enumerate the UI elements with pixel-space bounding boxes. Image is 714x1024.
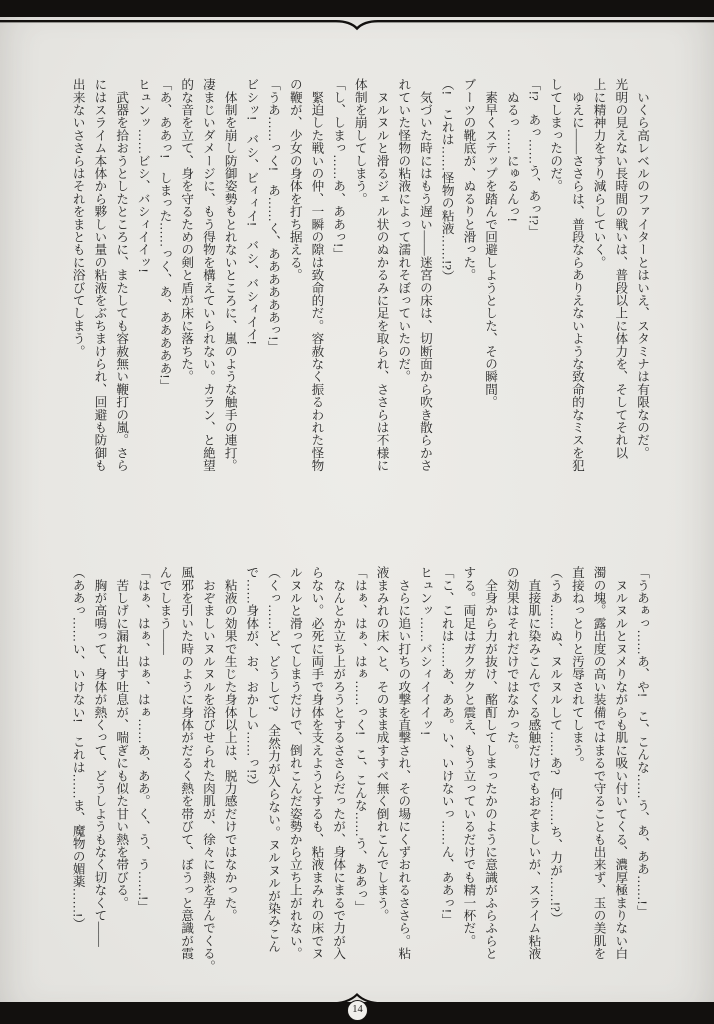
text-line: 「あ、ああっ! しまった……っく、あ、あああああ!」 (157, 78, 172, 392)
text-line: する。両足はガクガクと震え、もう立っているだけでも精一杯だ。 (461, 566, 476, 947)
text-line: （うあ……ぬ、ヌルヌルして……あ? 何……ち、力が……!?） (548, 566, 563, 925)
page-number-badge (347, 1000, 368, 1021)
top-text-block (66, 78, 652, 482)
text-line: にはスライム本体から夥しい量の粘液をぶちまけられ、回避も防御も (92, 78, 107, 472)
text-line: 液まみれの床へと、そのまま成すすべ無く倒れこんでしまう。 (374, 566, 389, 922)
text-line: 的な音を立て、身を守るための剣と盾が床に落ちた。 (179, 78, 194, 383)
text-line: なんとか立ち上がろうとするささらだったが、身体にまるで力が入 (331, 566, 346, 960)
text-line: 「はぁ、はぁ、はぁ、はぁ……あ、ああ。く、う、う……!」 (135, 566, 150, 914)
text-line: ヌルヌルとヌメりながらも肌に吸い付いてくる、濃厚極まりない白 (613, 566, 628, 960)
text-line: 「うあ……っく! あ……く、ああああああっ!」 (266, 78, 281, 354)
text-line: 胸が高鳴って、身体が熱くって、どうしようもなく切なくて―― (92, 566, 107, 947)
text-line: 濁の塊。露出度の高い装備ではまるで守ることも出来ず、玉の美肌を (591, 566, 606, 960)
text-line: ビシッ! バシ、ビィィイ! バシ、バシィイイ! (244, 78, 259, 345)
text-line: してしまったのだ。 (548, 78, 563, 193)
text-line: ヌルヌルと滑るジェル状のぬかるみに足を取られ、ささらは不様に (374, 78, 389, 472)
text-line: 全身から力が抜け、酩酊してしまったかのように意識がふらふらと (483, 566, 498, 960)
text-line: （ああっ……い、いけない! これは……ま、魔物の媚薬……!） (70, 566, 85, 931)
text-line: 凄まじいダメージに、もう得物を構えていられない。カラン、と絶望 (200, 78, 215, 472)
text-line: 「こ、これは……あ、ああ。い、いけないっ……ん、ああっ!」 (439, 566, 454, 926)
text-line: で……身体が、お、おかしい……っ!?） (244, 566, 259, 792)
text-line: ヒュンッ……バシィイイイッ! (417, 566, 432, 736)
text-line: 直接肌に染みこんでくる感触だけでもおぞましいが、スライム粘液 (526, 566, 541, 960)
text-line: ぬるっ……にゅるんっ! (504, 78, 519, 222)
header-bar (0, 0, 714, 17)
text-line: 出来ないささらはそれをまともに浴びてしまう。 (70, 78, 85, 358)
text-line: ゆえに――ささらは、普段ならありえないような致命的なミスを犯 (569, 78, 584, 472)
text-line: 緊迫した戦いの仲、一瞬の隙は致命的だ。容赦なく振るわれた怪物 (309, 78, 324, 472)
text-line: 「!? あっ……う、あっ!?」 (526, 78, 541, 238)
text-line: ブーツの靴底が、ぬるりと滑った。 (461, 78, 476, 282)
text-line: おぞましいヌルヌルを浴びせられた肉肌が、徐々に熱を孕んでくる。 (200, 566, 215, 973)
text-line: 「はぁ、はぁ、はぁ……っく! こ、こんな……う、ああっ」 (352, 566, 367, 914)
text-line: ルヌルと滑ってしまうだけで、倒れこんだ姿勢から立ち上がれない。 (287, 566, 302, 960)
text-line: 気づいた時にはもう遅い――迷宮の床は、切断面から吹き散らかさ (417, 78, 432, 472)
text-line: 風邪を引いた時のように身体がだるく熱を帯びて、ぼうっと意識が霞 (179, 566, 194, 960)
text-line: 上に精神力をすり減らしていく。 (591, 78, 606, 269)
text-line: 「し、しまっ……あ、ああっ!」 (331, 78, 346, 261)
text-line: 直接ねっとりと汚辱されてしまう。 (569, 566, 584, 770)
text-line: （くっ……ど、どうして? 全然力が入らない。ヌルヌルが染みこん (266, 566, 281, 953)
text-line: 光明の見えない長時間の戦いは、普段以上に体力を、そしてそれ以 (613, 78, 628, 459)
bottom-text-block (66, 566, 652, 973)
text-line: さらに追い打ちの攻撃を直撃され、その場にくずおれるささら。粘 (396, 566, 411, 960)
text-line: らない。必死に両手で身体を支えようとするも、粘液まみれの床でヌ (309, 566, 324, 960)
text-line: の鞭が、少女の身体を打ち据える。 (287, 78, 302, 282)
header-ornament (0, 19, 714, 35)
text-line: れていた怪物の粘液によって濡れそぼっていたのだ。 (396, 78, 411, 383)
text-line: 「うあぁっ……あ、や! こ、こんな……う、あ、ああ……!」 (635, 566, 649, 918)
page-number: 14 (352, 1004, 363, 1016)
text-line: 体制を崩し防御姿勢もとれないところに、嵐のような触手の連打。 (222, 78, 237, 472)
text-line: （! これは……怪物の粘液……!?） (439, 78, 454, 283)
text-line: いくら高レベルのファイターとはいえ、スタミナは有限なのだ。 (635, 78, 649, 459)
text-line: 武器を拾おうとしたところに、またしても容赦無い鞭打の嵐。さら (114, 78, 129, 472)
text-line: んでしまう―― (157, 566, 172, 655)
text-line: 苦しげに漏れ出す吐息が、喘ぎにも似た甘い熱を帯びる。 (114, 566, 129, 909)
text-line: 体制を崩してしまう。 (352, 78, 367, 205)
text-line: 素早くステップを踏んで回避しようとした、その瞬間。 (483, 78, 498, 409)
text-line: ヒュンッ……ビシ、バシィイイッ! (135, 78, 150, 273)
text-line: 粘液の効果で生じた身体以上は、脱力感だけではなかった。 (222, 566, 237, 922)
text-line: の効果はそれだけではなかった。 (504, 566, 519, 757)
